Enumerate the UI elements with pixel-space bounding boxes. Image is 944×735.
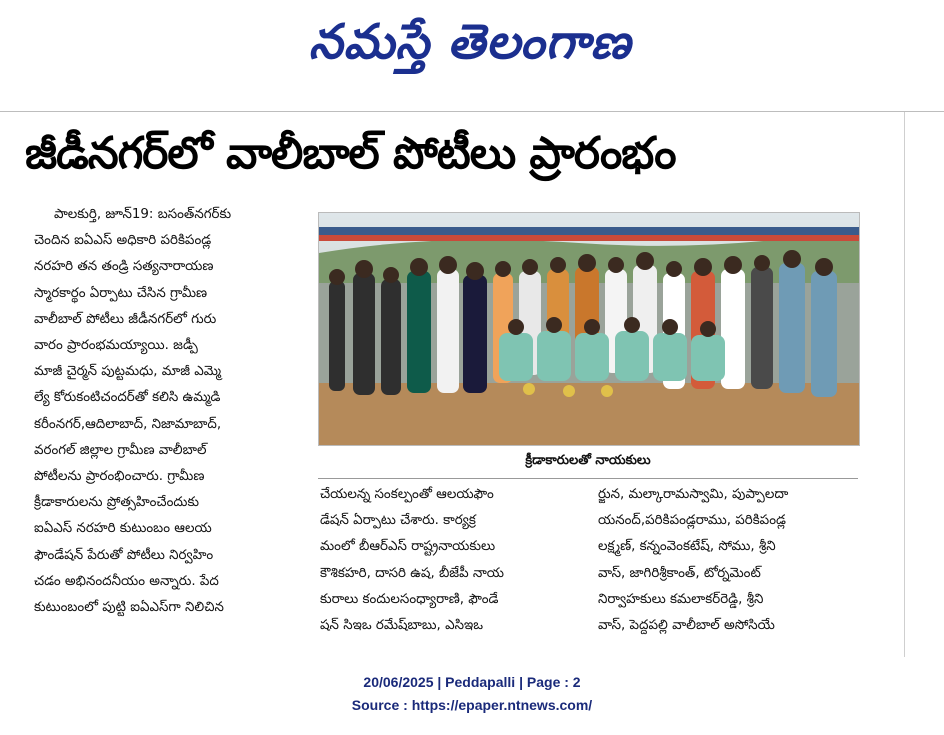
column-divider <box>904 112 905 657</box>
news-photo-volleyball-players <box>318 212 860 446</box>
masthead <box>0 0 944 112</box>
caption-divider <box>318 478 858 479</box>
text-line: డేషన్ ఏర్పాటు చేశారు. కార్యక్ర <box>320 513 476 529</box>
text-line: క్రీడాకారులను ప్రోత్సహించేందుకు <box>34 495 200 511</box>
text-line: పోటీలను ప్రారంభించారు. గ్రామీణ <box>34 469 205 485</box>
newspaper-logo: నమస్తే తెలంగాణ <box>308 14 632 70</box>
text-line: వారం ప్రారంభమయ్యాయి. జడ్పీ <box>34 338 198 354</box>
text-line: నరహరి తన తండ్రి సత్యనారాయణ <box>34 259 214 275</box>
text-line: నిర్వాహకులు కమలాకర్‌రెడ్డి, శ్రీని <box>598 591 764 607</box>
text-line: మాజీ చైర్మన్ పుట్టమధు, మాజీ ఎమ్మె <box>34 364 222 380</box>
article-headline: జీడీనగర్‌లో వాలీబాల్ పోటీలు ప్రారంభం <box>25 128 676 179</box>
text-line: వాలీబాల్ పోటీలు జీడీనగర్‌లో గురు <box>34 311 217 327</box>
text-line: వాస్, జాగిరిశ్రీకాంత్, టోర్నమెంట్ <box>598 565 761 581</box>
photo-illustration <box>319 213 859 445</box>
masthead-divider <box>0 111 944 112</box>
article-column-3 <box>598 482 860 657</box>
text-line: మంలో బీఆర్ఎస్ రాష్ట్రనాయకులు <box>320 539 496 555</box>
text-line: ఫౌండేషన్ పేరుతో పోటీలు నిర్వహిం <box>34 547 214 563</box>
text-line: వాస్, పెద్దపల్లి వాలీబాల్ అసోసియే <box>598 618 775 634</box>
text-line: చేయలన్న సంకల్పంతో ఆలయఫౌం <box>320 487 494 502</box>
text-line: ఐఏఎస్ నరహరి కుటుంబం ఆలయ <box>34 521 212 537</box>
text-line: కౌశికహరి, దాసరి ఉష, బీజేపీ నాయ <box>320 565 504 581</box>
text-line: యనంద్,పరికిపండ్లరాము, పరికిపండ్ల <box>598 513 786 529</box>
text-line: పాలకుర్తి, జూన్19: బసంత్‌నగర్‌కు <box>54 207 232 222</box>
text-line: షన్ సిఇఒ రమేష్‌బాబు, ఎసిఇఒ <box>320 618 484 634</box>
text-line: కురాలు కందులసంధ్యారాణి, ఫౌండే <box>320 591 499 607</box>
text-line: కరీంనగర్,ఆదిలాబాద్, నిజామాబాద్, <box>34 416 222 432</box>
text-line: వరంగల్ జిల్లాల గ్రామీణ వాలీబాల్ <box>34 442 207 458</box>
article-column-2 <box>320 482 596 657</box>
photo-caption: క్రీడాకారులతో నాయకులు <box>525 453 651 468</box>
text-line: కుటుంబంలో పుట్టి ఐఏఎస్‌గా నిలిచిన <box>34 600 224 616</box>
article-column-1 <box>34 202 314 657</box>
text-line: లక్ష్మణ్, కన్నంవెంకటేష్, సోము, శ్రీని <box>598 539 776 555</box>
text-line: చెందిన ఐఏఎస్ అధికారి పరికిపండ్ల <box>34 233 212 249</box>
text-line: ర్జున, మల్కారామస్వామి, పుప్పాలదా <box>598 487 789 502</box>
text-line: స్మారకార్థం ఏర్పాటు చేసిన గ్రామీణ <box>34 285 208 301</box>
text-line: ల్యే కోరుకంటిచందర్‌తో కలిసి ఉమ్మడి <box>34 390 221 406</box>
footer-edition-info: 20/06/2025 | Peddapalli | Page : 2 <box>363 674 581 690</box>
text-line: చడం అభినందనీయం అన్నారు. పేద <box>34 573 219 589</box>
footer-source-link[interactable]: Source : https://epaper.ntnews.com/ <box>351 697 593 713</box>
